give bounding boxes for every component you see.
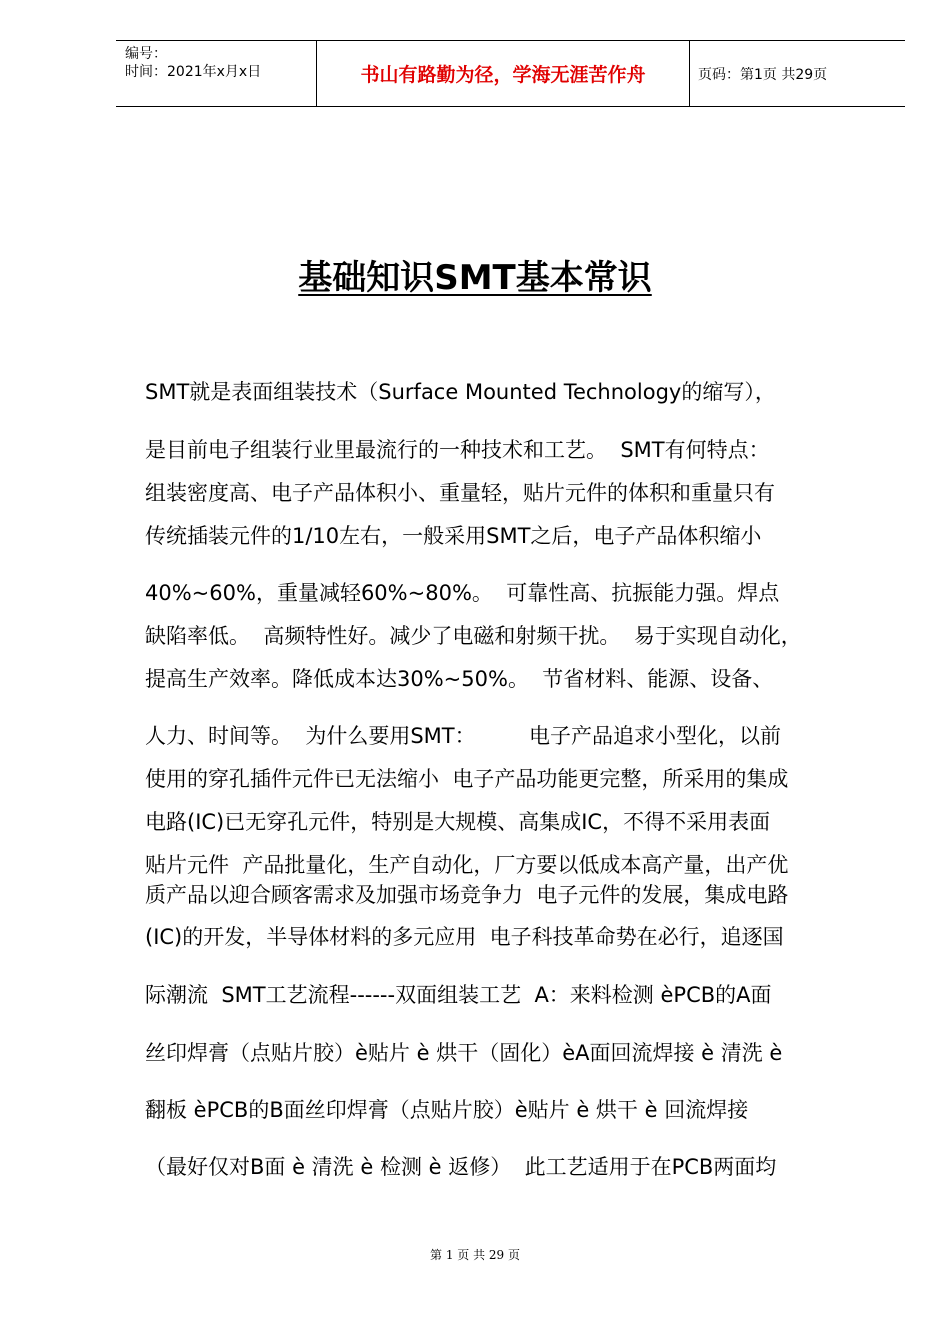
document-title-text: 基础知识SMT基本常识 xyxy=(298,258,652,298)
page-footer: 第 1 页 共 29 页 xyxy=(430,1248,520,1262)
body-line: SMT就是表面组装技术（Surface Mounted Technology的缩写）， xyxy=(145,380,776,404)
header-page-number: 页码：第1页 共29页 xyxy=(698,66,828,83)
body-line: （最好仅对B面 è 清洗 è 检测 è 返修） 此工艺适用于在PCB两面均 xyxy=(145,1155,777,1179)
body-line: 贴片元件 产品批量化，生产自动化，厂方要以低成本高产量，出产优 xyxy=(145,853,789,877)
body-line: 人力、时间等。 为什么要用SMT： 电子产品追求小型化，以前 xyxy=(145,724,782,748)
body-line: 40%~60%，重量减轻60%~80%。 可靠性高、抗振能力强。焊点 xyxy=(145,581,780,605)
body-line: 缺陷率低。 高频特性好。减少了电磁和射频干扰。 易于实现自动化， xyxy=(145,624,802,648)
body-line: 提高生产效率。降低成本达30%~50%。 节省材料、能源、设备、 xyxy=(145,667,774,691)
body-line: 质产品以迎合顾客需求及加强市场竞争力 电子元件的发展，集成电路 xyxy=(145,883,789,907)
body-line: 传统插装元件的1/10左右，一般采用SMT之后，电子产品体积缩小 xyxy=(145,524,762,548)
body-line: 际潮流 SMT工艺流程------双面组装工艺 A：来料检测 èPCB的A面 xyxy=(145,983,772,1007)
body-line: 使用的穿孔插件元件已无法缩小 电子产品功能更完整，所采用的集成 xyxy=(145,767,789,791)
document-number-label: 编号： xyxy=(125,46,167,62)
document-time-label: 时间：2021年x月x日 xyxy=(125,64,262,80)
header-meta xyxy=(116,41,316,106)
document-title xyxy=(0,254,950,302)
body-line: 丝印焊膏（点贴片胶）è贴片 è 烘干（固化）èA面回流焊接 è 清洗 è xyxy=(145,1041,783,1065)
header-table xyxy=(116,40,905,107)
body-line: 是目前电子组装行业里最流行的一种技术和工艺。 SMT有何特点： xyxy=(145,438,770,462)
header-motto: 书山有路勤为径，学海无涯苦作舟 xyxy=(316,41,690,106)
body-line: 翻板 èPCB的B面丝印焊膏（点贴片胶）è贴片 è 烘干 è 回流焊接 xyxy=(145,1098,749,1122)
body-line: 电路(IC)已无穿孔元件，特别是大规模、高集成IC，不得不采用表面 xyxy=(145,810,771,834)
body-line: 组装密度高、电子产品体积小、重量轻，贴片元件的体积和重量只有 xyxy=(145,481,775,505)
body-line: (IC)的开发，半导体材料的多元应用 电子科技革命势在必行，追逐国 xyxy=(145,925,784,949)
